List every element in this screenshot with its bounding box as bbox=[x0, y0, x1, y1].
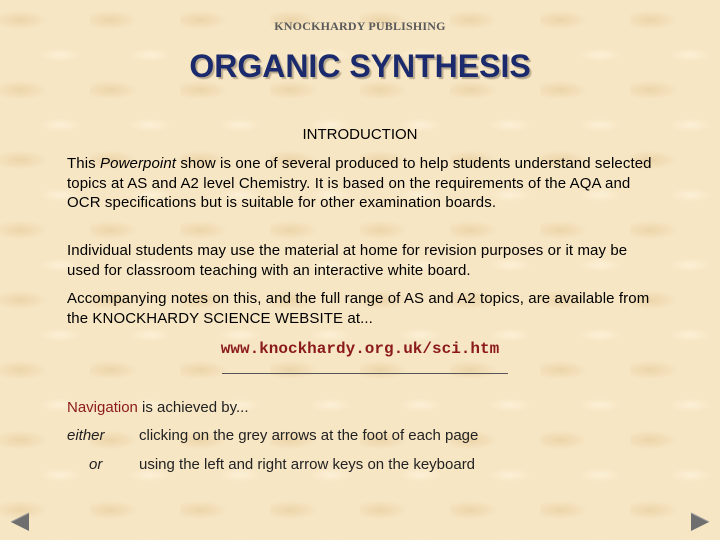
website-link[interactable]: www.knockhardy.org.uk/sci.htm bbox=[220, 340, 500, 358]
intro-paragraph-1 bbox=[67, 154, 657, 213]
right-arrow-icon bbox=[689, 511, 711, 533]
next-slide-button[interactable] bbox=[689, 511, 711, 533]
navigation-word: Navigation bbox=[67, 399, 138, 416]
intro-paragraph-3: Accompanying notes on this, and the full range of AS and A2 topics, are available from the KNOCKHARDY SCIENCE WEBSITE at... bbox=[67, 290, 650, 327]
navigation-rest: is achieved by... bbox=[137, 399, 249, 416]
section-heading: INTRODUCTION bbox=[302, 126, 418, 143]
intro-p1-italic: Powerpoint bbox=[100, 155, 177, 172]
divider bbox=[222, 373, 508, 374]
intro-p1-start: This bbox=[67, 155, 101, 172]
option-either-text: clicking on the grey arrows at the foot of each page bbox=[139, 427, 479, 444]
publisher-name: KNOCKHARDY PUBLISHING bbox=[274, 19, 446, 33]
prev-slide-button[interactable] bbox=[9, 511, 31, 533]
intro-paragraph-2: Individual students may use the material at home for revision purposes or it may be used for classroom teaching with an interactive white board. bbox=[67, 242, 628, 279]
intro-p1-rest: show is one of several produced to help students understand selected topics at AS and A2 level Chemistry. It is based on the requirements of the AQA and OCR specifications but is suitable for other examination boards. bbox=[67, 155, 652, 211]
page-title: ORGANIC SYNTHESIS bbox=[189, 48, 531, 84]
option-or-label: or bbox=[89, 456, 103, 473]
left-arrow-icon bbox=[9, 511, 31, 533]
option-or-text: using the left and right arrow keys on the keyboard bbox=[139, 456, 476, 473]
option-either-label: either bbox=[67, 427, 105, 444]
navigation-line bbox=[67, 399, 249, 416]
